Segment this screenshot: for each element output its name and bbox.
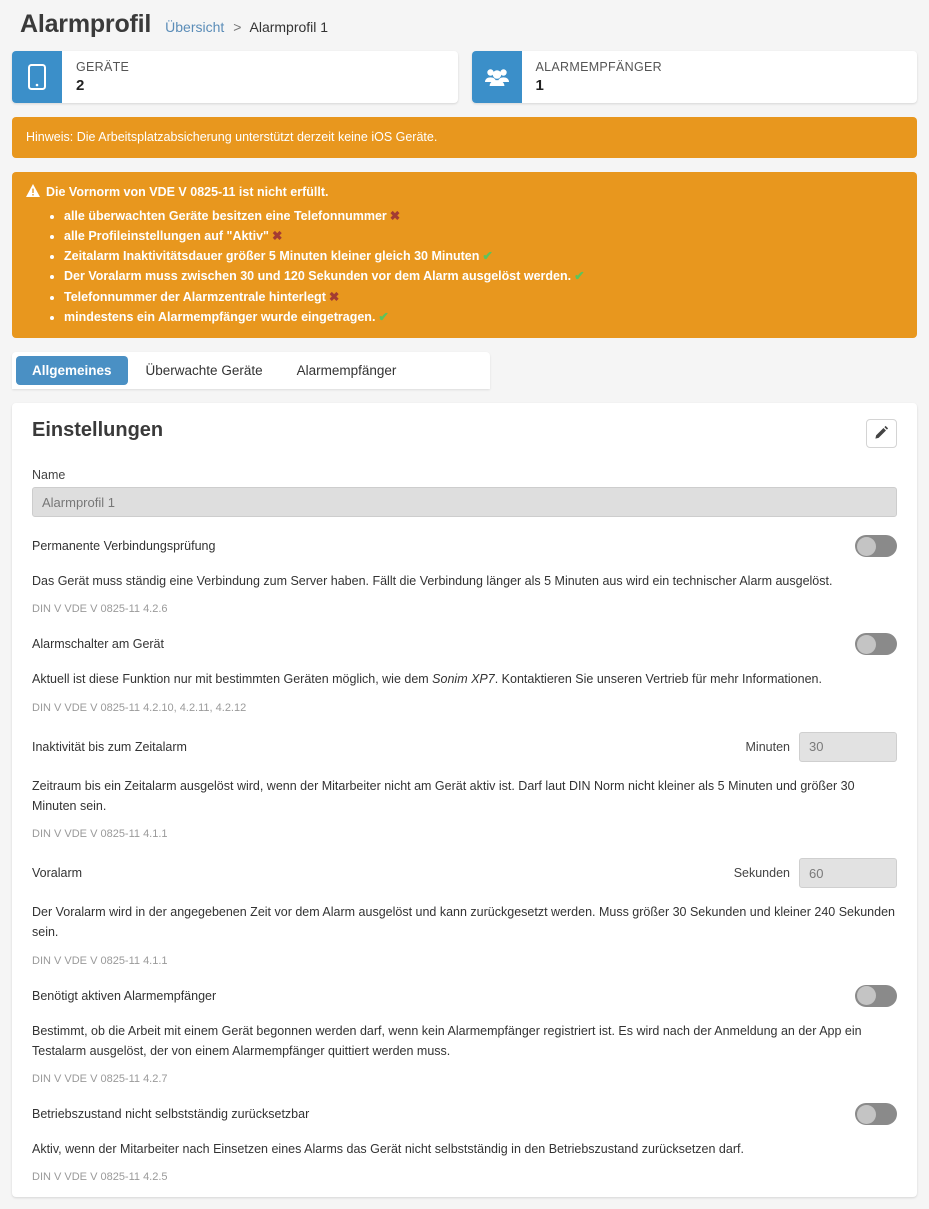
setting-label: Inaktivität bis zum Zeitalarm — [32, 739, 187, 754]
setting-description: Das Gerät muss ständig eine Verbindung zum Server haben. Fällt die Verbindung länger als 5 Minuten aus wird ein technischer Alarm ausgelöst. — [32, 574, 833, 589]
setting-reference: DIN V VDE V 0825-11 4.2.10, 4.2.11, 4.2.12 — [32, 701, 247, 714]
setting-row-betriebszustand-nicht-selbststaendig-zuruecksetzbar — [32, 1103, 897, 1125]
stat-card-devices[interactable] — [12, 51, 458, 103]
setting-row-permanente-verbindungspruefung — [32, 535, 897, 557]
setting-row-inaktivitaet-bis-zum-zeitalarm — [32, 732, 897, 762]
requirement-text: alle Profileinstellungen auf "Aktiv" — [64, 228, 269, 243]
toggle-knob — [857, 1105, 876, 1124]
settings-card-header — [32, 419, 897, 448]
toggle-knob — [857, 537, 876, 556]
stat-card-alarm-receivers[interactable] — [472, 51, 918, 103]
warning-requirement-list — [26, 206, 903, 328]
warning-panel-vde — [12, 172, 917, 339]
tab-bar — [12, 352, 490, 389]
toggle-betriebszustand-nicht-selbststaendig-zuruecksetzbar[interactable] — [855, 1103, 897, 1125]
list-item — [64, 266, 903, 286]
setting-control — [855, 1103, 897, 1125]
requirement-text: Zeitalarm Inaktivitätsdauer größer 5 Minuten kleiner gleich 30 Minuten — [64, 249, 480, 264]
stat-label-devices: GERÄTE — [76, 60, 130, 74]
breadcrumb-separator: > — [233, 19, 242, 35]
description-part-2: . Kontaktieren Sie unseren Vertrieb für mehr Informationen. — [494, 672, 822, 687]
setting-control — [746, 732, 897, 762]
setting-label: Permanente Verbindungsprüfung — [32, 539, 216, 554]
warning-triangle-icon — [26, 184, 40, 197]
list-item — [64, 206, 903, 226]
tab-ueberwachte-geraete[interactable]: Überwachte Geräte — [145, 363, 263, 379]
setting-description: Der Voralarm wird in der angegebenen Zeit vor dem Alarm ausgelöst und kann zurückgesetzt werden. Muss größer 30 Sekunden und kleiner 240 Sekunden sein. — [32, 905, 895, 940]
setting-label: Alarmschalter am Gerät — [32, 637, 164, 652]
name-field-label: Name — [32, 468, 66, 483]
info-banner-ios — [12, 117, 917, 157]
mobile-phone-icon — [12, 51, 62, 103]
edit-button[interactable] — [866, 419, 897, 448]
setting-row-voralarm — [32, 858, 897, 888]
setting-control — [855, 633, 897, 655]
settings-title: Einstellungen — [32, 419, 164, 442]
setting-label: Benötigt aktiven Alarmempfänger — [32, 988, 217, 1003]
setting-row-benoetigt-aktiven-alarmempfaenger — [32, 985, 897, 1007]
setting-reference: DIN V VDE V 0825-11 4.1.1 — [32, 828, 168, 841]
breadcrumb — [165, 19, 328, 35]
page-title: Alarmprofil — [20, 10, 152, 38]
toggle-alarmschalter-am-geraet[interactable] — [855, 633, 897, 655]
device-model-name: Sonim XP7 — [432, 672, 495, 687]
list-item — [64, 246, 903, 266]
tab-allgemeines[interactable]: Allgemeines — [16, 356, 128, 385]
warning-panel-title: Die Vornorm von VDE V 0825-11 ist nicht erfüllt. — [46, 184, 329, 199]
requirement-text: alle überwachten Geräte besitzen eine Telefonnummer — [64, 208, 387, 223]
setting-reference: DIN V VDE V 0825-11 4.2.7 — [32, 1073, 168, 1086]
stat-value-devices: 2 — [76, 76, 85, 94]
settings-card — [12, 403, 917, 1197]
status-mark-pass: ✔ — [482, 249, 493, 264]
unit-label-minuten: Minuten — [745, 739, 790, 754]
users-group-icon — [472, 51, 522, 103]
status-mark-pass: ✔ — [574, 269, 585, 284]
setting-description: Aktiv, wenn der Mitarbeiter nach Einsetzen eines Alarms das Gerät nicht selbstständig in den Betriebszustand zurücksetzen darf. — [32, 1142, 744, 1157]
stat-card-body — [522, 51, 662, 103]
breadcrumb-current: Alarmprofil 1 — [249, 19, 329, 35]
requirement-text: Der Voralarm muss zwischen 30 und 120 Sekunden vor dem Alarm ausgelöst werden. — [64, 269, 572, 284]
tab-alarmempfaenger[interactable]: Alarmempfänger — [296, 363, 397, 379]
setting-reference: DIN V VDE V 0825-11 4.1.1 — [32, 954, 168, 967]
name-input[interactable] — [32, 487, 897, 517]
setting-description — [32, 669, 897, 689]
pencil-icon — [875, 425, 889, 442]
stat-value-alarm-receivers: 1 — [535, 76, 544, 94]
toggle-knob — [857, 986, 876, 1005]
inaktivitaet-input[interactable] — [799, 732, 897, 762]
page-header — [12, 0, 917, 51]
list-item — [64, 287, 903, 307]
toggle-benoetigt-aktiven-alarmempfaenger[interactable] — [855, 985, 897, 1007]
status-mark-pass: ✔ — [378, 309, 389, 324]
stat-card-body — [62, 51, 129, 103]
status-mark-fail: ✖ — [271, 228, 283, 243]
description-part-1: Aktuell ist diese Funktion nur mit bestimmten Geräten möglich, wie dem — [32, 672, 433, 687]
setting-label: Voralarm — [32, 866, 83, 881]
warning-panel-heading — [26, 183, 903, 201]
stat-card-row — [12, 51, 917, 103]
setting-control — [734, 858, 897, 888]
setting-description: Zeitraum bis ein Zeitalarm ausgelöst wird, wenn der Mitarbeiter nicht am Gerät aktiv ist. Darf laut DIN Norm nicht kleiner als 5 Minuten und größer 30 Minuten sein. — [32, 778, 855, 813]
unit-label-sekunden: Sekunden — [733, 866, 790, 881]
toggle-permanente-verbindungspruefung[interactable] — [855, 535, 897, 557]
breadcrumb-link-uebersicht[interactable]: Übersicht — [165, 19, 225, 35]
stat-label-alarm-receivers: ALARMEMPFÄNGER — [535, 60, 662, 74]
setting-reference: DIN V VDE V 0825-11 4.2.6 — [32, 603, 168, 616]
setting-description: Bestimmt, ob die Arbeit mit einem Gerät begonnen werden darf, wenn kein Alarmempfänger registriert ist. Es wird nach der Anmeldung an der App ein Testalarm ausgelöst, der von einem Alarmempfänger quittiert werden muss. — [32, 1023, 862, 1058]
toggle-knob — [857, 635, 876, 654]
setting-label: Betriebszustand nicht selbstständig zurücksetzbar — [32, 1107, 310, 1122]
info-banner-text: Hinweis: Die Arbeitsplatzabsicherung unterstützt derzeit keine iOS Geräte. — [26, 130, 438, 145]
list-item — [64, 226, 903, 246]
requirement-text: mindestens ein Alarmempfänger wurde eingetragen. — [64, 309, 376, 324]
setting-row-alarmschalter-am-geraet — [32, 633, 897, 655]
requirement-text: Telefonnummer der Alarmzentrale hinterlegt — [64, 289, 326, 304]
setting-control — [855, 985, 897, 1007]
setting-control — [855, 535, 897, 557]
setting-reference: DIN V VDE V 0825-11 4.2.5 — [32, 1171, 168, 1184]
status-mark-fail: ✖ — [328, 289, 340, 304]
status-mark-fail: ✖ — [389, 208, 401, 223]
voralarm-input[interactable] — [799, 858, 897, 888]
list-item — [64, 307, 903, 327]
